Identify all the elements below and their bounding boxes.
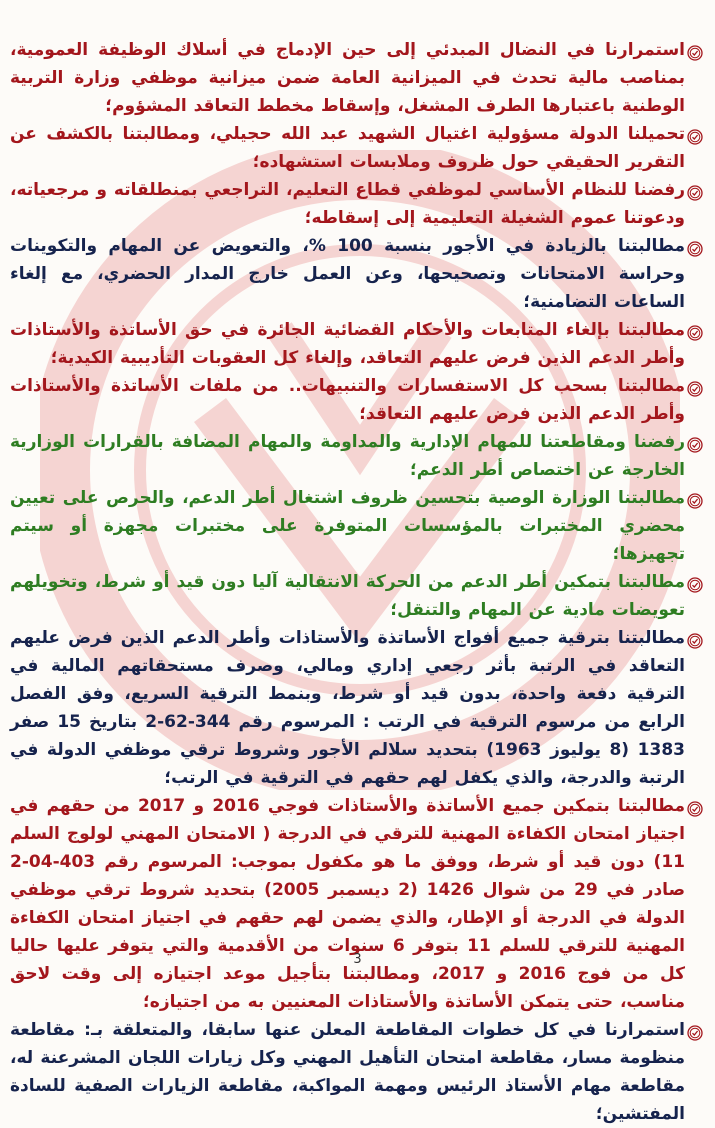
double-circle-check-icon — [687, 630, 703, 646]
paragraph-text: مطالبتنا بتمكين أطر الدعم من الحركة الانتقالية آليا دون قيد أو شرط، وتخويلهم تعويضات مادية عن المهام والتنقل؛ — [10, 572, 685, 620]
double-circle-check-icon — [687, 182, 703, 198]
paragraph-text: مطالبتنا بإلغاء المتابعات والأحكام القضائية الجائرة في حق الأساتذة والأستاذات وأطر الدعم الذين فرض عليهم التعاقد، وإلغاء كل العقوبات التأديبية الكيدية؛ — [10, 320, 685, 368]
double-circle-check-icon — [687, 126, 703, 142]
paragraph-item — [10, 792, 701, 1016]
paragraph-item — [10, 232, 701, 316]
paragraph-text: مطالبتنا الوزارة الوصية بتحسين ظروف اشتغال أطر الدعم، والحرص على تعيين محضري المختبرات بالمؤسسات المتوفرة على مختبرات مجهزة أو سيتم تجهيزها؛ — [10, 488, 685, 564]
double-circle-check-icon — [687, 1022, 703, 1038]
paragraph-text: مطالبتنا بتمكين جميع الأساتذة والأستاذات فوجي 2016 و 2017 من حقهم في اجتياز امتحان الكفاءة المهنية للترقي في الدرجة ( الامتحان المهني لولوج السلم 11) دون قيد أو شرط، ووفق ما هو مكفول بموجب: المرسوم رقم 403-04-2 صادر في 29 من شوال 1426 (2 ديسمبر 2005) بتحديد شروط ترقي موظفي الدولة في الدرجة أو الإطار، والذي يضمن لهم حقهم في اجتياز امتحان الكفاءة المهنية للترقي للسلم 11 بتوفر 6 سنوات من الأقدمية والتي يتوفر عليها حاليا كل من فوج 2016 و 2017، ومطالبتنا بتأجيل موعد اجتيازه إلى وقت لاحق مناسب، حتى يتمكن الأساتذة والأستاذات المعنيين به من اجتيازه؛ — [10, 796, 686, 1012]
paragraph-text: استمرارنا في كل خطوات المقاطعة المعلن عنها سابقا، والمتعلقة بـ: مقاطعة منظومة مسار، مقاطعة امتحان التأهيل المهني وكل زيارات اللجان المشرعنة له، مقاطعة مهام الأستاذ الرئيس ومهمة المواكبة، مقاطعة الزيارات الصفية للسادة المفتشين؛ — [10, 1020, 685, 1124]
paragraph-item — [10, 120, 701, 176]
page-number: 3 — [353, 952, 362, 967]
paragraph-item — [10, 428, 701, 484]
paragraph-text: رفضنا ومقاطعتنا للمهام الإدارية والمداومة والمهام المضافة بالقرارات الوزارية الخارجة عن اختصاص أطر الدعم؛ — [10, 432, 685, 480]
paragraph-text: تحميلنا الدولة مسؤولية اغتيال الشهيد عبد الله حجيلي، ومطالبتنا بالكشف عن التقرير الحقيقي حول ظروف وملابسات استشهاده؛ — [10, 124, 685, 172]
double-circle-check-icon — [687, 490, 703, 506]
paragraph-text: مطالبتنا بترقية جميع أفواج الأساتذة والأستاذات وأطر الدعم الذين فرض عليهم التعاقد في الرتبة بأثر رجعي إداري ومالي، وصرف مستحقاتهم المالية في الترقية دفعة واحدة، بدون قيد أو شرط، وبنمط الترقية السريع، وفق الفصل الرابع من مرسوم الترقية في الرتب : المرسوم رقم 344-62-2 بتاريخ 15 صفر 1383 (8 يوليوز 1963) بتحديد سلالم الأجور وشروط ترقي موظفي الدولة في الرتبة والدرجة، والذي يكفل لهم حقهم في الترقية في الرتب؛ — [10, 628, 686, 788]
paragraph-item — [10, 484, 701, 568]
double-circle-check-icon — [687, 322, 703, 338]
paragraph-item — [10, 624, 701, 792]
paragraph-text: استمرارنا في النضال المبدئي إلى حين الإدماج في أسلاك الوظيفة العمومية، بمناصب مالية تحدث في الميزانية العامة ضمن ميزانية موظفي وزارة التربية الوطنية باعتبارها الطرف المشغل، وإسقاط مخطط التعاقد المشؤوم؛ — [10, 40, 685, 116]
double-circle-check-icon — [687, 42, 703, 58]
paragraph-text: رفضنا للنظام الأساسي لموظفي قطاع التعليم، التراجعي بمنطلقاته و مرجعياته، ودعوتنا عموم الشغيلة التعليمية إلى إسقاطه؛ — [10, 180, 685, 228]
double-circle-check-icon — [687, 238, 703, 254]
double-circle-check-icon — [687, 434, 703, 450]
double-circle-check-icon — [687, 378, 703, 394]
paragraph-item — [10, 568, 701, 624]
paragraph-text: مطالبتنا بالزيادة في الأجور بنسبة 100 %، والتعويض عن المهام والتكوينات وحراسة الامتحانات وتصحيحها، وعن العمل خارج المدار الحضري، مع إلغاء الساعات التضامنية؛ — [10, 236, 686, 312]
paragraph-item — [10, 36, 701, 120]
paragraph-item — [10, 316, 701, 372]
double-circle-check-icon — [687, 798, 703, 814]
paragraph-text: مطالبتنا بسحب كل الاستفسارات والتنبيهات.. من ملفات الأساتذة والأستاذات وأطر الدعم الذين فرض عليهم التعاقد؛ — [10, 376, 685, 424]
double-circle-check-icon — [687, 574, 703, 590]
paragraph-item — [10, 372, 701, 428]
paragraph-item — [10, 1016, 701, 1128]
paragraph-item — [10, 176, 701, 232]
